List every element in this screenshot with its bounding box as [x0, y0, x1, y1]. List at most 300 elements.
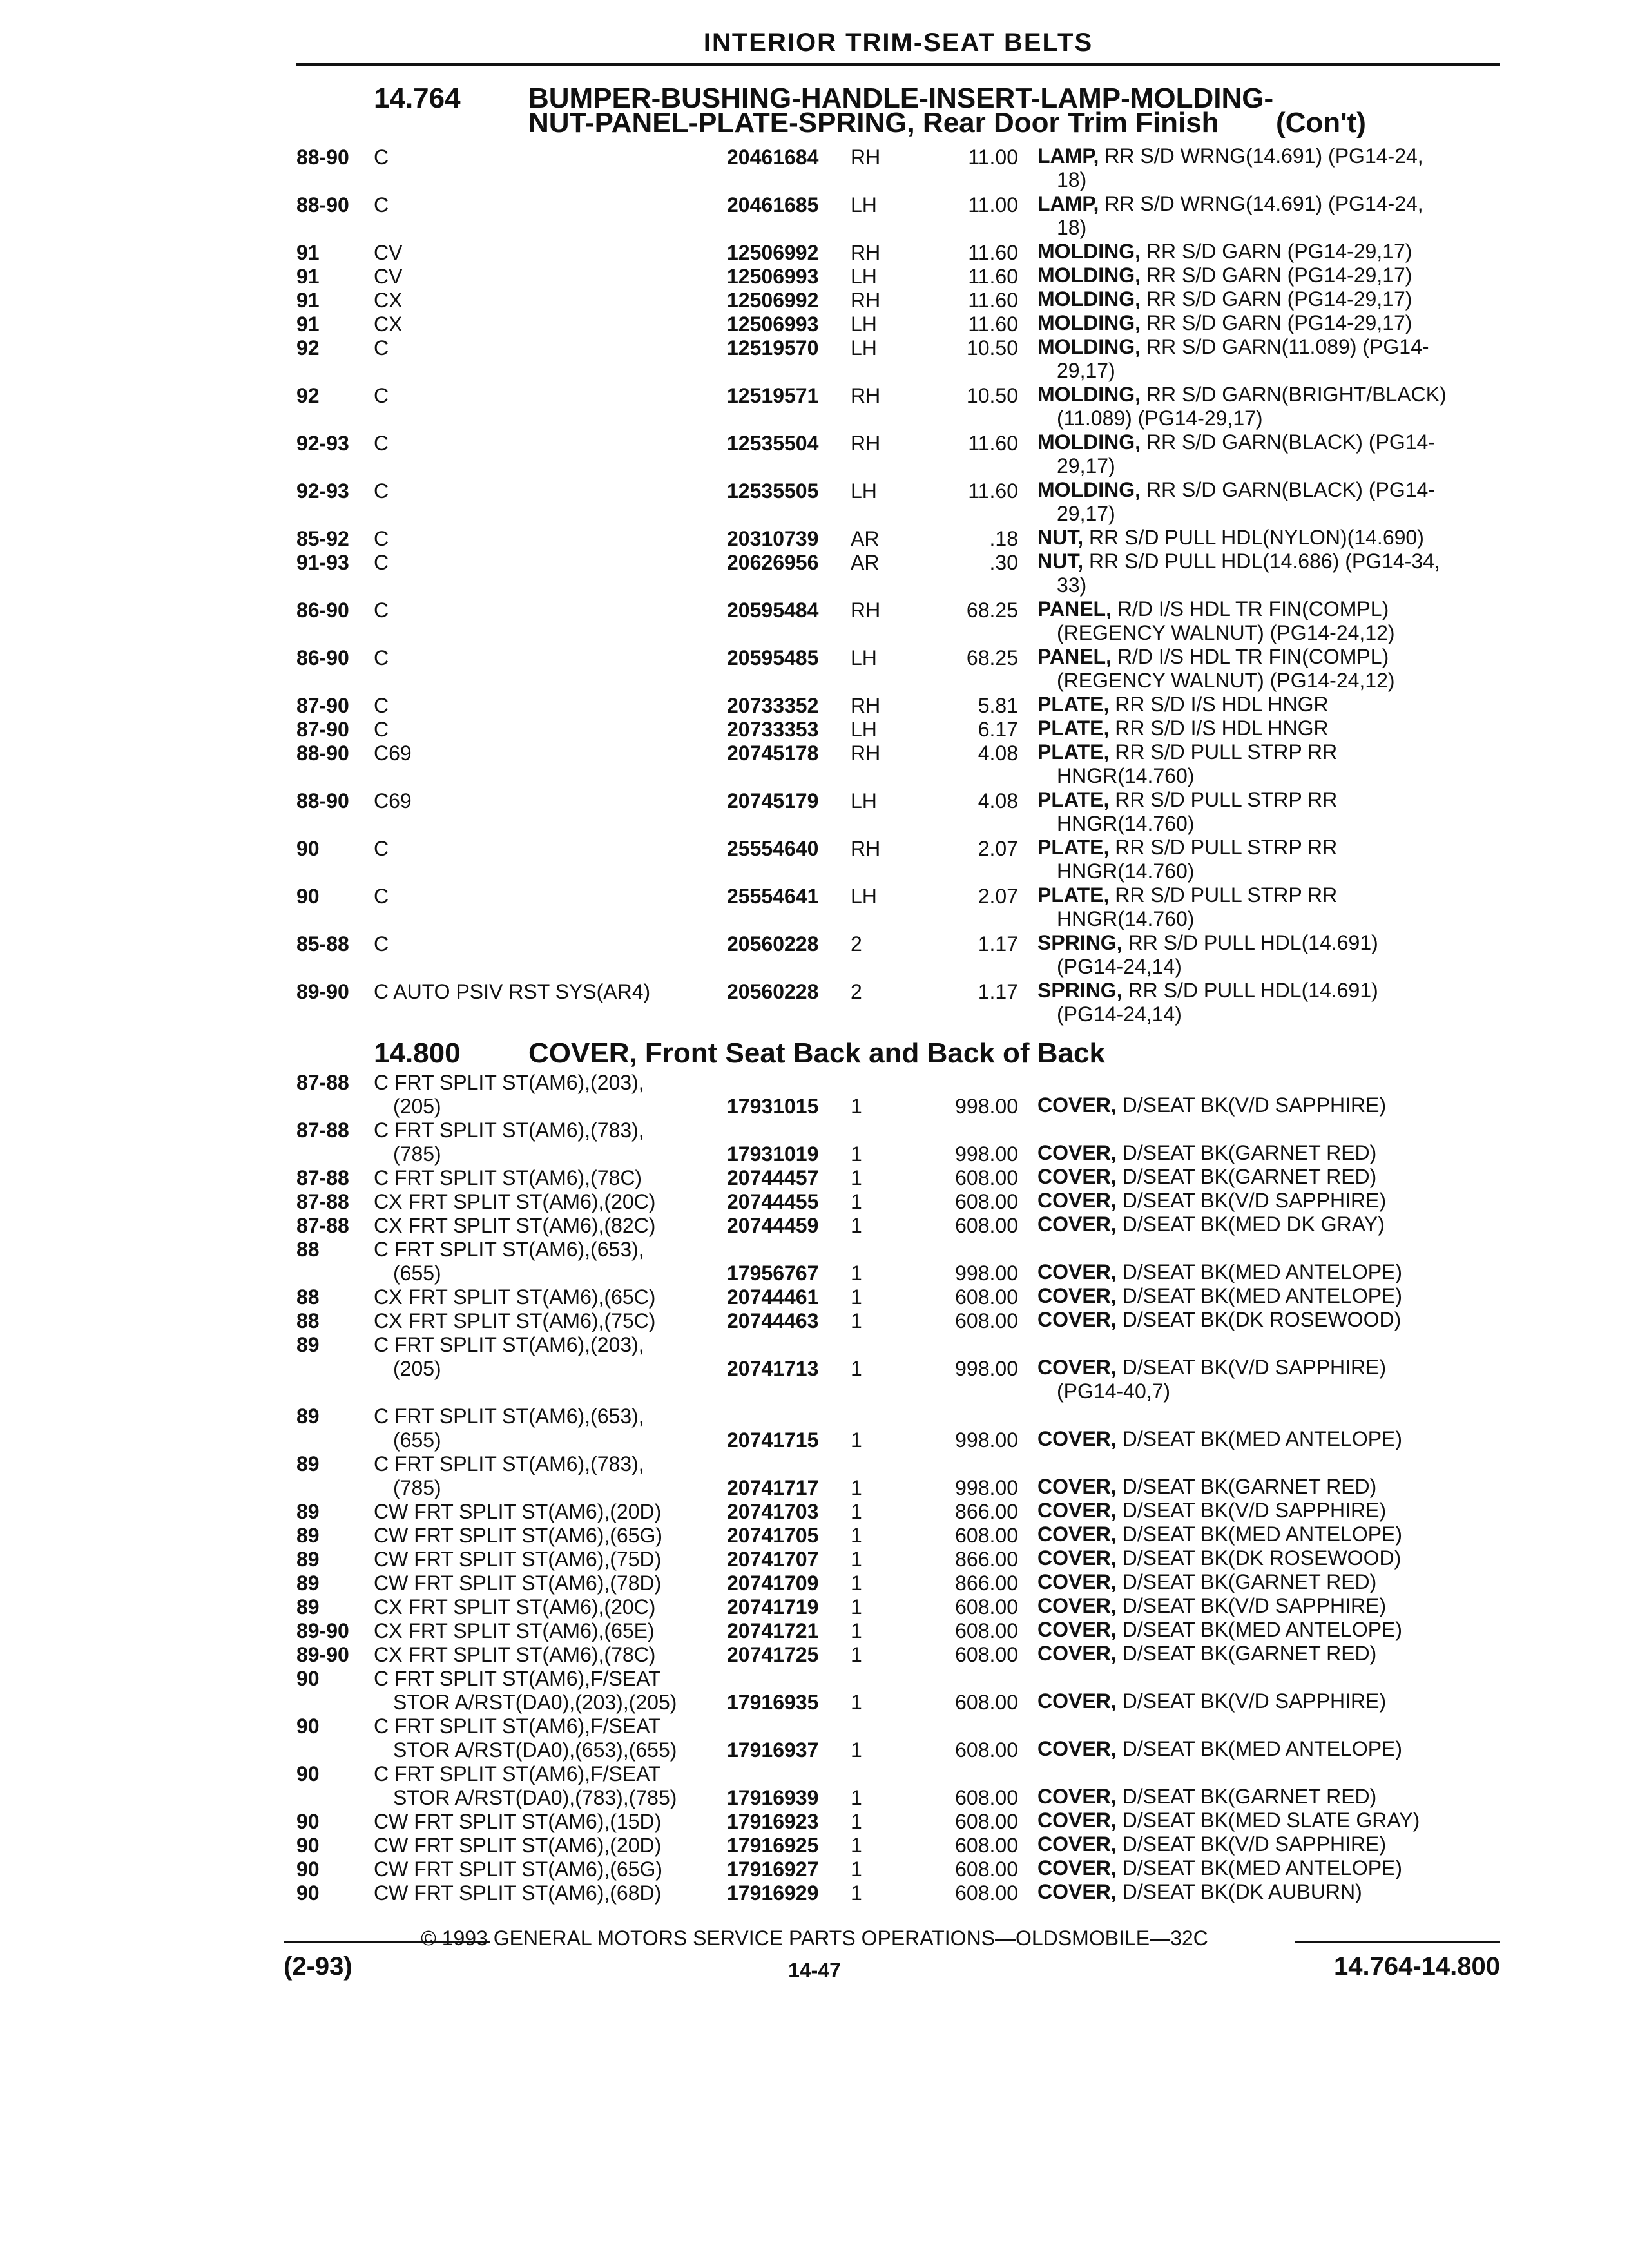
footer-copyright: © 1993 GENERAL MOTORS SERVICE PARTS OPERATIONS—OLDSMOBILE—32C — [421, 1927, 1208, 1950]
model-application: CX FRT SPLIT ST(AM6),(20C) — [374, 1190, 656, 1213]
price: 998.00 — [955, 1476, 1018, 1499]
section2-number: 14.800 — [374, 1037, 461, 1069]
model-application: CW FRT SPLIT ST(AM6),(75D) — [374, 1548, 662, 1571]
item-name: MOLDING, — [1037, 240, 1141, 263]
model-application: CX FRT SPLIT ST(AM6),(65C) — [374, 1285, 656, 1309]
price: 608.00 — [955, 1738, 1018, 1762]
part-number: 12519570 — [727, 336, 819, 360]
part-number: 20560228 — [727, 980, 819, 1003]
footer-section-range: 14.764-14.800 — [1333, 1952, 1500, 1981]
part-number: 12506992 — [727, 241, 819, 264]
item-description: RR S/D PULL HDL(14.691) — [1128, 979, 1378, 1002]
item-name: COVER, — [1037, 1213, 1117, 1236]
quantity: 1 — [851, 1262, 862, 1285]
description — [1037, 311, 1501, 335]
quantity: 1 — [851, 1166, 862, 1189]
quantity: 1 — [851, 1214, 862, 1237]
item-description: RR S/D GARN (PG14-29,17) — [1146, 287, 1412, 311]
part-number: 12535504 — [727, 432, 819, 455]
price: 2.07 — [978, 837, 1018, 860]
quantity: RH — [851, 384, 881, 407]
item-description: RR S/D GARN(BRIGHT/BLACK) — [1146, 383, 1447, 406]
quantity: RH — [851, 289, 881, 312]
part-number: 17916939 — [727, 1786, 819, 1809]
price: 10.50 — [966, 384, 1018, 407]
quantity: LH — [851, 885, 877, 908]
part-number: 25554641 — [727, 885, 819, 908]
model-application: C — [374, 885, 389, 908]
header-rule — [296, 63, 1500, 66]
model-application: C FRT SPLIT ST(AM6),F/SEAT — [374, 1667, 661, 1690]
section-title-line2: NUT-PANEL-PLATE-SPRING, Rear Door Trim Finish — [528, 107, 1219, 139]
item-description: D/SEAT BK(MED ANTELOPE) — [1122, 1260, 1403, 1283]
price: 608.00 — [955, 1190, 1018, 1213]
description — [1037, 550, 1501, 573]
description — [1037, 597, 1501, 621]
table-row — [0, 432, 1629, 479]
model-application: C — [374, 146, 389, 169]
description — [1037, 645, 1501, 669]
price: 11.60 — [968, 241, 1018, 264]
part-number: 20741709 — [727, 1571, 819, 1595]
price: 5.81 — [978, 694, 1018, 717]
year-range: 89 — [296, 1548, 320, 1571]
part-number: 20733353 — [727, 718, 819, 741]
item-description: D/SEAT BK(DK ROSEWOOD) — [1122, 1308, 1402, 1331]
price: 866.00 — [955, 1500, 1018, 1523]
year-range: 89 — [296, 1500, 320, 1523]
item-name: NUT, — [1037, 526, 1084, 549]
model-application: C FRT SPLIT ST(AM6),(653), — [374, 1238, 644, 1261]
model-application: CX — [374, 289, 403, 312]
description — [1037, 1189, 1501, 1213]
price: .18 — [989, 527, 1018, 550]
description — [1037, 526, 1501, 550]
model-application: C FRT SPLIT ST(AM6),F/SEAT — [374, 1762, 661, 1785]
item-description: RR S/D PULL HDL(14.691) — [1128, 931, 1378, 954]
part-number: 20741725 — [727, 1643, 819, 1666]
year-range: 88-90 — [296, 146, 349, 169]
item-description: D/SEAT BK(V/D SAPPHIRE) — [1122, 1356, 1387, 1379]
description-cont: 18) — [1057, 216, 1087, 239]
description — [1037, 1856, 1501, 1880]
description — [1037, 693, 1501, 716]
model-application: C FRT SPLIT ST(AM6),(203), — [374, 1071, 644, 1094]
model-application: C69 — [374, 742, 412, 765]
description — [1037, 478, 1501, 502]
part-number: 12519571 — [727, 384, 819, 407]
year-range: 90 — [296, 837, 320, 860]
item-name: COVER, — [1037, 1499, 1117, 1522]
model-application: C69 — [374, 789, 412, 812]
item-description: D/SEAT BK(V/D SAPPHIRE) — [1122, 1189, 1387, 1212]
description — [1037, 383, 1501, 407]
year-range: 91-93 — [296, 551, 349, 574]
quantity: 1 — [851, 1476, 862, 1499]
description-cont: (PG14-40,7) — [1057, 1379, 1171, 1403]
part-number: 20626956 — [727, 551, 819, 574]
price: 998.00 — [955, 1428, 1018, 1452]
price: 68.25 — [966, 599, 1018, 622]
price: 608.00 — [955, 1881, 1018, 1905]
part-number: 20744459 — [727, 1214, 819, 1237]
year-range: 89-90 — [296, 1643, 349, 1666]
price: 608.00 — [955, 1786, 1018, 1809]
model-application-cont: (205) — [393, 1357, 441, 1380]
description-cont: (PG14-24,14) — [1057, 1003, 1182, 1026]
price: 11.60 — [968, 432, 1018, 455]
description — [1037, 1093, 1501, 1117]
table-row — [0, 1762, 1629, 1810]
description-cont: 18) — [1057, 168, 1087, 191]
price: 866.00 — [955, 1571, 1018, 1595]
table-row — [0, 837, 1629, 885]
model-application-cont: (655) — [393, 1428, 441, 1452]
item-name: LAMP, — [1037, 192, 1099, 215]
quantity: LH — [851, 789, 877, 812]
price: 1.17 — [978, 932, 1018, 956]
price: 11.00 — [968, 146, 1018, 169]
part-number: 20741703 — [727, 1500, 819, 1523]
description — [1037, 836, 1501, 860]
price: 608.00 — [955, 1214, 1018, 1237]
item-description: D/SEAT BK(MED ANTELOPE) — [1122, 1427, 1403, 1450]
item-name: PLATE, — [1037, 883, 1110, 907]
item-description: RR S/D GARN (PG14-29,17) — [1146, 240, 1412, 263]
item-name: MOLDING, — [1037, 383, 1141, 406]
quantity: 1 — [851, 1571, 862, 1595]
description — [1037, 1689, 1501, 1713]
item-description: RR S/D WRNG(14.691) (PG14-24, — [1104, 144, 1423, 168]
quantity: 1 — [851, 1738, 862, 1762]
model-application: C — [374, 384, 389, 407]
model-application: C — [374, 646, 389, 669]
part-number: 12535505 — [727, 479, 819, 503]
model-application: C — [374, 837, 389, 860]
year-range: 90 — [296, 1810, 320, 1833]
part-number: 17916929 — [727, 1881, 819, 1905]
item-name: COVER, — [1037, 1093, 1117, 1117]
item-name: COVER, — [1037, 1642, 1117, 1665]
item-name: COVER, — [1037, 1570, 1117, 1593]
description-cont: 33) — [1057, 573, 1087, 597]
item-name: COVER, — [1037, 1189, 1117, 1212]
model-application: C — [374, 479, 389, 503]
table-row — [0, 742, 1629, 789]
model-application-cont: (785) — [393, 1476, 441, 1499]
quantity: 1 — [851, 1428, 862, 1452]
year-range: 88 — [296, 1238, 320, 1261]
part-number: 17931019 — [727, 1142, 819, 1166]
model-application: CX FRT SPLIT ST(AM6),(78C) — [374, 1643, 656, 1666]
item-description: RR S/D PULL STRP RR — [1115, 836, 1338, 859]
part-number: 17916937 — [727, 1738, 819, 1762]
year-range: 89 — [296, 1595, 320, 1619]
year-range: 92-93 — [296, 432, 349, 455]
part-number: 20560228 — [727, 932, 819, 956]
part-number: 20733352 — [727, 694, 819, 717]
part-number: 12506992 — [727, 289, 819, 312]
quantity: 1 — [851, 1858, 862, 1881]
item-description: RR S/D GARN (PG14-29,17) — [1146, 311, 1412, 334]
item-name: PLATE, — [1037, 836, 1110, 859]
quantity: 1 — [851, 1142, 862, 1166]
price: 11.60 — [968, 479, 1018, 503]
description — [1037, 1737, 1501, 1761]
year-range: 88 — [296, 1285, 320, 1309]
year-range: 91 — [296, 289, 320, 312]
table-row — [0, 646, 1629, 694]
part-number: 20741721 — [727, 1619, 819, 1642]
item-description: D/SEAT BK(V/D SAPPHIRE) — [1122, 1594, 1387, 1617]
item-description: RR S/D PULL HDL(NYLON)(14.690) — [1089, 526, 1424, 549]
price: 1.17 — [978, 980, 1018, 1003]
quantity: 1 — [851, 1643, 862, 1666]
item-name: MOLDING, — [1037, 335, 1141, 358]
quantity: RH — [851, 432, 881, 455]
item-description: D/SEAT BK(GARNET RED) — [1122, 1785, 1377, 1808]
item-description: D/SEAT BK(GARNET RED) — [1122, 1642, 1377, 1665]
section-number: 14.764 — [374, 82, 461, 114]
model-application: C — [374, 193, 389, 216]
quantity: 1 — [851, 1524, 862, 1547]
description — [1037, 716, 1501, 740]
model-application-cont: STOR A/RST(DA0),(653),(655) — [393, 1738, 677, 1762]
quantity: LH — [851, 718, 877, 741]
quantity: AR — [851, 551, 880, 574]
year-range: 86-90 — [296, 599, 349, 622]
table-row — [0, 336, 1629, 384]
price: 4.08 — [978, 789, 1018, 812]
quantity: AR — [851, 527, 880, 550]
item-name: SPRING, — [1037, 979, 1123, 1002]
part-number: 17916927 — [727, 1858, 819, 1881]
description-cont: (REGENCY WALNUT) (PG14-24,12) — [1057, 669, 1395, 692]
year-range: 87-88 — [296, 1190, 349, 1213]
item-name: LAMP, — [1037, 144, 1099, 168]
year-range: 89 — [296, 1405, 320, 1428]
item-description: D/SEAT BK(MED ANTELOPE) — [1122, 1618, 1403, 1641]
part-number: 20745179 — [727, 789, 819, 812]
price: 11.60 — [968, 312, 1018, 336]
quantity: 1 — [851, 1881, 862, 1905]
item-name: PLATE, — [1037, 693, 1110, 716]
item-description: D/SEAT BK(V/D SAPPHIRE) — [1122, 1689, 1387, 1713]
quantity: 1 — [851, 1786, 862, 1809]
part-number: 12506993 — [727, 312, 819, 336]
part-number: 25554640 — [727, 837, 819, 860]
table-row — [0, 1333, 1629, 1403]
page-header-title: INTERIOR TRIM-SEAT BELTS — [703, 28, 1094, 57]
year-range: 85-88 — [296, 932, 349, 956]
part-number: 20741719 — [727, 1595, 819, 1619]
item-description: D/SEAT BK(MED DK GRAY) — [1122, 1213, 1385, 1236]
price: 11.60 — [968, 265, 1018, 288]
description — [1037, 979, 1501, 1003]
description — [1037, 192, 1501, 216]
item-description: D/SEAT BK(MED SLATE GRAY) — [1122, 1809, 1420, 1832]
table-row — [0, 980, 1629, 1028]
footer-date: (2-93) — [284, 1952, 352, 1981]
description-cont: (PG14-24,14) — [1057, 955, 1182, 978]
year-range: 88-90 — [296, 742, 349, 765]
price: 998.00 — [955, 1142, 1018, 1166]
model-application: CW FRT SPLIT ST(AM6),(20D) — [374, 1500, 662, 1523]
model-application-cont: STOR A/RST(DA0),(783),(785) — [393, 1786, 677, 1809]
item-name: COVER, — [1037, 1260, 1117, 1283]
price: 998.00 — [955, 1262, 1018, 1285]
description — [1037, 1523, 1501, 1546]
description — [1037, 1260, 1501, 1284]
part-number: 20461685 — [727, 193, 819, 216]
table-row — [0, 1071, 1629, 1119]
model-application: CV — [374, 265, 403, 288]
table-row — [0, 885, 1629, 932]
year-range: 89 — [296, 1524, 320, 1547]
price: 4.08 — [978, 742, 1018, 765]
item-description: RR S/D WRNG(14.691) (PG14-24, — [1104, 192, 1423, 215]
part-number: 20595484 — [727, 599, 819, 622]
description — [1037, 1165, 1501, 1189]
item-name: MOLDING, — [1037, 430, 1141, 454]
item-name: NUT, — [1037, 550, 1084, 573]
model-application: C FRT SPLIT ST(AM6),(78C) — [374, 1166, 642, 1189]
quantity: 2 — [851, 980, 862, 1003]
model-application: C AUTO PSIV RST SYS(AR4) — [374, 980, 651, 1003]
item-description: D/SEAT BK(GARNET RED) — [1122, 1570, 1377, 1593]
price: 998.00 — [955, 1095, 1018, 1118]
part-number: 20310739 — [727, 527, 819, 550]
price: 608.00 — [955, 1643, 1018, 1666]
description — [1037, 931, 1501, 955]
quantity: RH — [851, 694, 881, 717]
item-name: COVER, — [1037, 1284, 1117, 1307]
item-description: RR S/D GARN(BLACK) (PG14- — [1146, 430, 1435, 454]
part-number: 20595485 — [727, 646, 819, 669]
quantity: RH — [851, 599, 881, 622]
model-application: C — [374, 527, 389, 550]
quantity: 1 — [851, 1548, 862, 1571]
item-description: RR S/D PULL STRP RR — [1115, 740, 1338, 764]
price: 998.00 — [955, 1357, 1018, 1380]
model-application: C — [374, 718, 389, 741]
item-name: COVER, — [1037, 1689, 1117, 1713]
description-cont: (11.089) (PG14-29,17) — [1057, 407, 1263, 430]
price: 2.07 — [978, 885, 1018, 908]
price: .30 — [989, 551, 1018, 574]
price: 608.00 — [955, 1595, 1018, 1619]
model-application: CW FRT SPLIT ST(AM6),(78D) — [374, 1571, 662, 1595]
price: 608.00 — [955, 1810, 1018, 1833]
quantity: LH — [851, 193, 877, 216]
year-range: 90 — [296, 885, 320, 908]
year-range: 90 — [296, 1667, 320, 1690]
quantity: 1 — [851, 1500, 862, 1523]
quantity: LH — [851, 265, 877, 288]
item-description: R/D I/S HDL TR FIN(COMPL) — [1117, 645, 1389, 668]
price: 608.00 — [955, 1619, 1018, 1642]
section2-title: COVER, Front Seat Back and Back of Back — [528, 1037, 1105, 1069]
item-name: COVER, — [1037, 1856, 1117, 1879]
item-name: PANEL, — [1037, 645, 1112, 668]
description — [1037, 1427, 1501, 1451]
model-application: CV — [374, 241, 403, 264]
item-name: COVER, — [1037, 1785, 1117, 1808]
table-row — [0, 789, 1629, 837]
model-application: C — [374, 599, 389, 622]
year-range: 91 — [296, 312, 320, 336]
item-description: D/SEAT BK(GARNET RED) — [1122, 1141, 1377, 1164]
year-range: 91 — [296, 265, 320, 288]
item-description: RR S/D I/S HDL HNGR — [1115, 716, 1329, 740]
description — [1037, 335, 1501, 359]
part-number: 20744457 — [727, 1166, 819, 1189]
item-name: COVER, — [1037, 1141, 1117, 1164]
item-description: D/SEAT BK(DK AUBURN) — [1122, 1880, 1362, 1903]
model-application: C — [374, 336, 389, 360]
year-range: 88-90 — [296, 193, 349, 216]
description-cont: 29,17) — [1057, 359, 1115, 382]
table-row — [0, 146, 1629, 193]
part-number: 17916925 — [727, 1834, 819, 1857]
year-range: 89 — [296, 1333, 320, 1356]
item-name: MOLDING, — [1037, 264, 1141, 287]
quantity: 1 — [851, 1834, 862, 1857]
quantity: 1 — [851, 1285, 862, 1309]
year-range: 85-92 — [296, 527, 349, 550]
item-name: COVER, — [1037, 1475, 1117, 1498]
price: 608.00 — [955, 1834, 1018, 1857]
quantity: RH — [851, 742, 881, 765]
item-name: MOLDING, — [1037, 478, 1141, 501]
item-description: RR S/D GARN(11.089) (PG14- — [1146, 335, 1429, 358]
table-row — [0, 1452, 1629, 1500]
item-name: PLATE, — [1037, 788, 1110, 811]
item-description: R/D I/S HDL TR FIN(COMPL) — [1117, 597, 1389, 620]
quantity: LH — [851, 479, 877, 503]
quantity: RH — [851, 146, 881, 169]
description — [1037, 1141, 1501, 1165]
table-row — [0, 193, 1629, 241]
table-row — [0, 1715, 1629, 1762]
item-name: COVER, — [1037, 1523, 1117, 1546]
model-application: C FRT SPLIT ST(AM6),(203), — [374, 1333, 644, 1356]
table-row — [0, 384, 1629, 432]
item-description: D/SEAT BK(V/D SAPPHIRE) — [1122, 1093, 1387, 1117]
item-name: COVER, — [1037, 1737, 1117, 1760]
part-number: 20744455 — [727, 1190, 819, 1213]
quantity: 1 — [851, 1810, 862, 1833]
quantity: 2 — [851, 932, 862, 956]
item-description: D/SEAT BK(MED ANTELOPE) — [1122, 1856, 1403, 1879]
item-description: D/SEAT BK(V/D SAPPHIRE) — [1122, 1499, 1387, 1522]
model-application: C FRT SPLIT ST(AM6),F/SEAT — [374, 1715, 661, 1738]
description — [1037, 883, 1501, 907]
item-description: RR S/D GARN (PG14-29,17) — [1146, 264, 1412, 287]
quantity: 1 — [851, 1095, 862, 1118]
item-name: SPRING, — [1037, 931, 1123, 954]
description — [1037, 1880, 1501, 1904]
description-cont: HNGR(14.760) — [1057, 764, 1195, 787]
quantity: 1 — [851, 1190, 862, 1213]
model-application: CX — [374, 312, 403, 336]
year-range: 87-88 — [296, 1166, 349, 1189]
part-number: 12506993 — [727, 265, 819, 288]
year-range: 89 — [296, 1571, 320, 1595]
model-application: CX FRT SPLIT ST(AM6),(82C) — [374, 1214, 656, 1237]
item-description: D/SEAT BK(DK ROSEWOOD) — [1122, 1546, 1402, 1570]
description — [1037, 1475, 1501, 1499]
